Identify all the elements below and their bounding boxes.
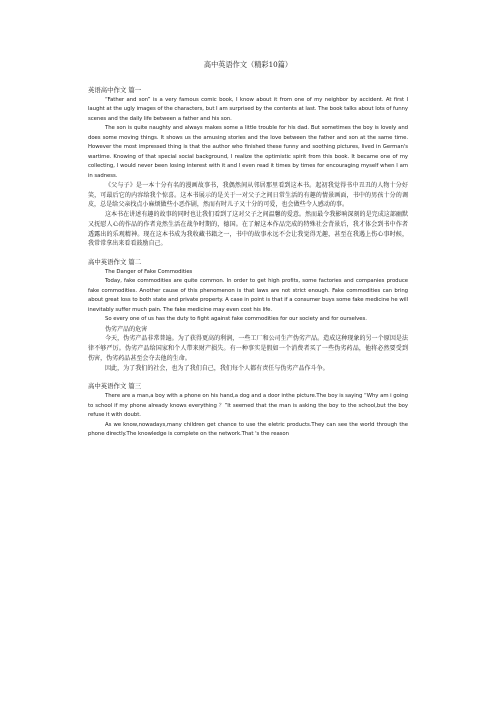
paragraph: Today, fake commodities are quite common. In order to get high profits, some factories and companies produce fake commodities. Another cause of this phenomenon is that laws are not strict enough. Fake commodities can bring about great loss to both state and private property. A case in point is that if a consumer buys some fake medicine he will inevitably suffer much pain. The fake medicine may even cost his life. [88, 278, 408, 313]
section-spacer [88, 373, 408, 382]
section-heading: 英语高中作文 篇一 [88, 86, 142, 94]
section-spacer [88, 249, 408, 258]
paragraph: So every one of us has the duty to fight against fake commodities for our society and for ourselves. [105, 316, 367, 323]
paragraph: 今天，伪劣产品非常普遍。为了获得更高的利润，一些工厂和公司生产伪劣产品。造成这种现象的另一个原因是法律不够严厉。伪劣产品给国家和个人带来财产损失。有一种事实是假如一个消费者买了一些伪劣药品，他将必然要受到伤害，伪劣药品甚至会夺去他的生命。 [88, 335, 408, 362]
paragraph: “Father and son” is a very famous comic book, I know about it from one of my neighbor by accident. At first I laught at the ugly images of the characters, but I am surprised by the contents at last. The book talks about lots of funny scenes and the daily life between a father and his son. [88, 97, 408, 122]
paragraph: 因此，为了我们的社会，也为了我们自己，我们每个人都有责任与伪劣产品作斗争。 [105, 364, 329, 372]
essay-subtitle-zh: 伪劣产品的危害 [105, 325, 148, 333]
essay-subtitle: The Danger of Fake Commodities [105, 269, 193, 275]
paragraph: There are a man,a boy with a phone on his hand,a dog and a door inthe picture.The boy is saying “Why am i going to school if my phone already knows everything ？”It seemed that the man is asking the boy to the school,but the boy refuse it with doubt. [88, 393, 408, 419]
paragraph: 这本书在讲述有趣的故事的同时也让我们看到了这对父子之间温馨的爱意。然而最令我影响深刻的是完成这部幽默又抚慰人心的作品的作者竟然生活在战争时期的，德国。在了解这本作品完成的特殊社会背景后，我才体会到书中作者透露出的乐观精神。现在这本书成为我收藏书籍之一，书中的故事永远不会让我觉得无趣，甚至在我遇上伤心事时候，我常常拿出来看看鼓励自己。 [88, 211, 408, 248]
paragraph: The son is quite naughty and always makes some a little trouble for his dad. But sometimes the boy is lovely and does some moving things. It shows us the amusing stories and the love between the father and son at the same time. However the most impressed thing is that the author who finished these funny and soothing pictures, lived in German's wartime. Knowing of that special social background, I realize the optimistic spirit from this book. It became one of my collecting, I would never been losing interest with it and I even read it times by times for encouraging myself when I am in sadness. [88, 125, 408, 179]
paragraph: As we know,nowadays,many children get chance to use the eletric products.They can see the world through the phone directly.The knowledge is complete on the network.That 's the reason [88, 421, 408, 438]
document-title: 高中英语作文（精彩10篇） [203, 60, 293, 69]
section-heading: 高中英语作文 篇二 [88, 258, 142, 266]
section-heading: 高中英语作文 篇三 [88, 382, 142, 391]
document-body [88, 60, 408, 440]
paragraph: 《父与子》是一本十分有名的漫画故事书，我偶然间从邻居那里看到这本书。起初我觉得书中丑丑的人物十分好笑，可最后它的内容给我个惊喜。这本书展示的是关于一对父子之间日常生活的有趣的情景画面，书中的男孩十分的调皮，总是给父亲找点小麻烦做些小恶作剧，然而有时儿子又十分的可爱，也会做些令人感动的事。 [88, 182, 408, 209]
